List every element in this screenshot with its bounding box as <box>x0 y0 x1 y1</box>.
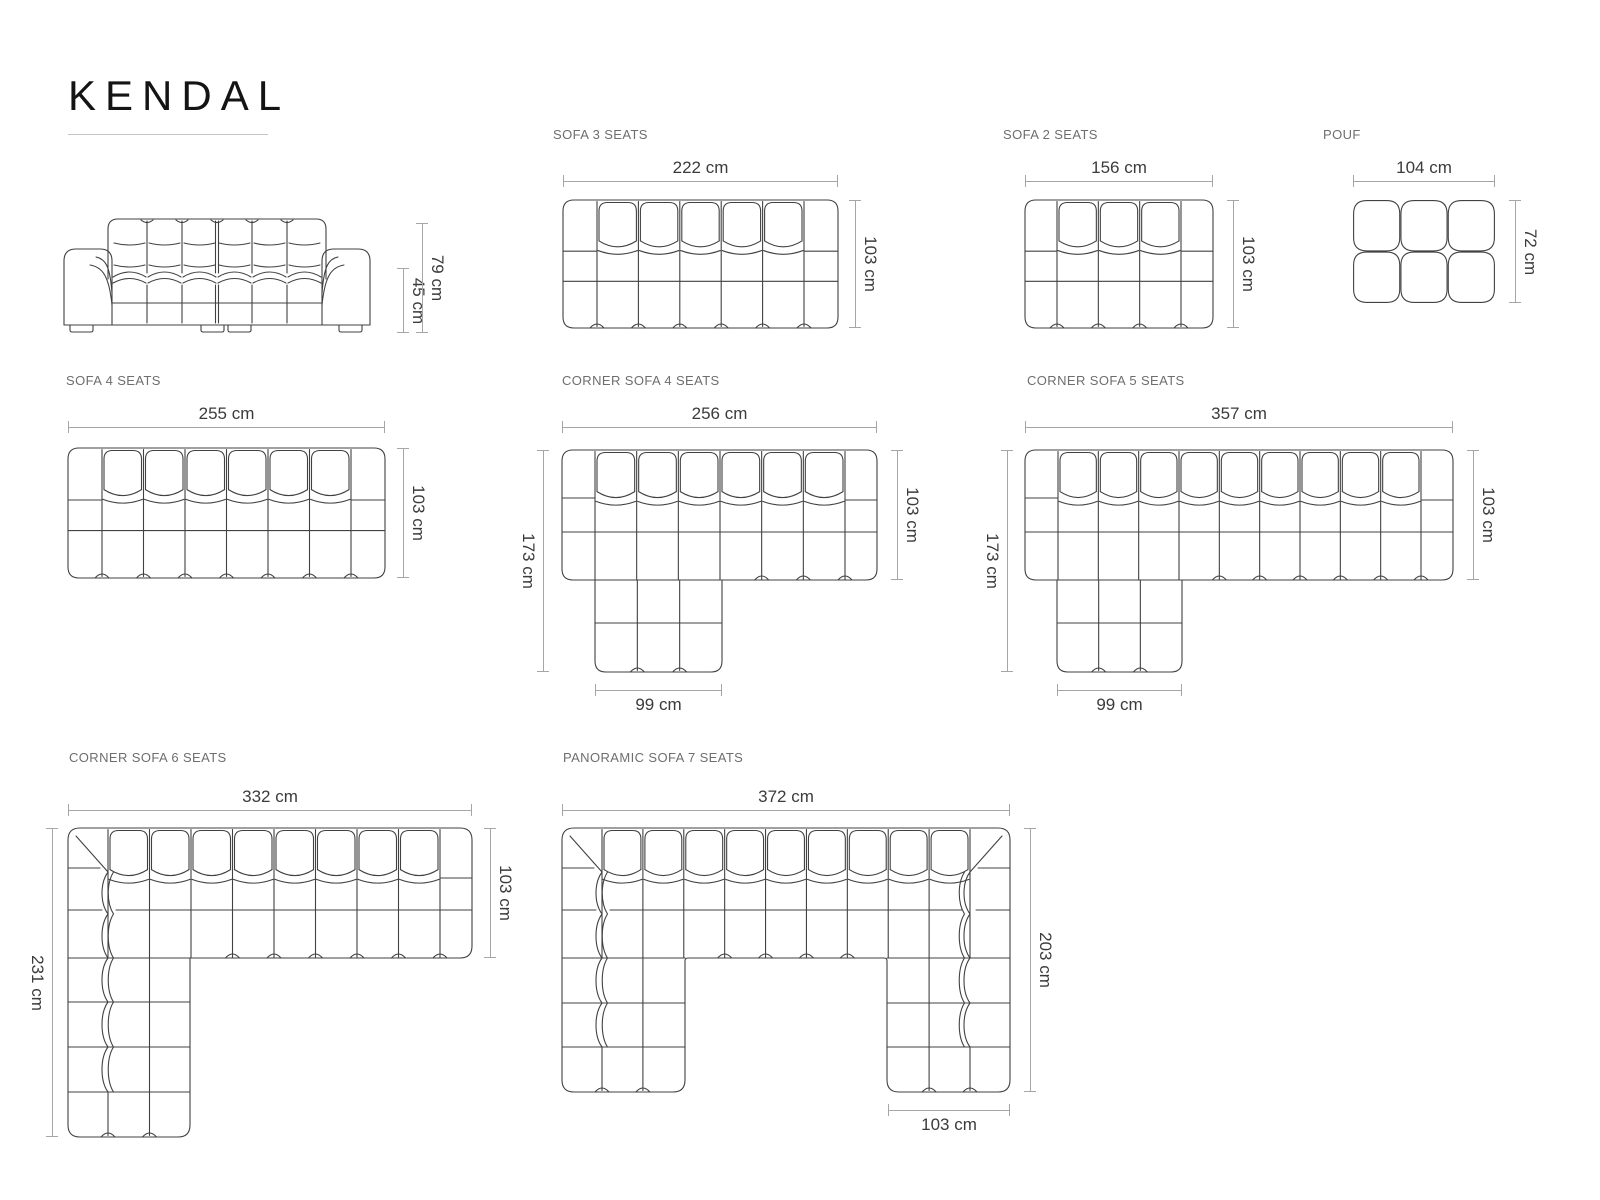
dim-total-height <box>416 223 447 333</box>
dim-label: 173 cm <box>983 533 1002 589</box>
diagram-title: CORNER SOFA 5 SEATS <box>1027 373 1185 388</box>
dim-width-sofa-2-seats <box>1025 158 1213 187</box>
dim-width-corner-sofa-5 <box>1025 404 1453 433</box>
dim-label: 103 cm <box>1239 236 1258 292</box>
dim-label: 99 cm <box>635 695 682 714</box>
diagram-title: POUF <box>1323 127 1361 142</box>
dim-label: 103 cm <box>921 1115 977 1134</box>
dim-depth-sofa-4-seats <box>397 448 428 578</box>
dim-label: 203 cm <box>1036 932 1055 988</box>
dim-label: 222 cm <box>672 158 729 177</box>
diagram-title: CORNER SOFA 4 SEATS <box>562 373 720 388</box>
sofa-2-seats-top-view-drawing <box>1025 200 1213 328</box>
dim-label: 79 cm <box>428 254 447 302</box>
corner-sofa-4-seats-top-view-drawing <box>562 450 877 672</box>
corner-sofa-5-seats-top-view-drawing <box>1025 450 1453 672</box>
dim-label: 103 cm <box>903 487 922 543</box>
dim-width-corner-sofa-6 <box>68 787 472 816</box>
dim-label: 72 cm <box>1521 228 1540 275</box>
dim-depth-sofa-3-seats <box>849 200 880 328</box>
panoramic-sofa-7-seats-top-view-drawing <box>562 828 1010 1092</box>
dim-chaise-width-corner-sofa-5 <box>1057 684 1182 714</box>
dim-width-sofa-4-seats <box>68 404 385 433</box>
dim-total-depth-corner-sofa-4 <box>519 450 549 672</box>
sofa-4-seats-top-view-drawing <box>68 448 385 578</box>
diagram-title: SOFA 2 SEATS <box>1003 127 1098 142</box>
dim-section-width-panoramic-sofa <box>888 1104 1010 1134</box>
dim-total-depth-corner-sofa-5 <box>983 450 1013 672</box>
sofa-3-seats-top-view-drawing <box>563 200 838 328</box>
dim-depth-panoramic-sofa <box>1024 828 1055 1092</box>
diagram-title: SOFA 4 SEATS <box>66 373 161 388</box>
dim-label: 372 cm <box>758 787 814 806</box>
dim-depth-pouf <box>1509 200 1540 303</box>
dim-depth-corner-sofa-6 <box>484 828 515 958</box>
dim-label: 255 cm <box>198 404 255 423</box>
dim-label: 104 cm <box>1396 158 1452 177</box>
dim-label: 45 cm <box>409 277 428 324</box>
dim-label: 231 cm <box>28 954 47 1011</box>
diagram-title: CORNER SOFA 6 SEATS <box>69 750 227 765</box>
dim-depth-sofa-2-seats <box>1227 200 1258 328</box>
dim-depth-corner-sofa-5 <box>1467 450 1498 580</box>
dim-depth-corner-sofa-4 <box>891 450 922 580</box>
page-title: KENDAL <box>68 72 291 119</box>
dim-label: 103 cm <box>496 865 515 921</box>
dim-label: 103 cm <box>861 236 880 292</box>
dim-label: 156 cm <box>1091 158 1147 177</box>
dim-label: 173 cm <box>519 533 538 589</box>
dim-label: 332 cm <box>242 787 298 806</box>
dim-width-corner-sofa-4 <box>562 404 877 433</box>
dim-label: 357 cm <box>1211 404 1267 423</box>
corner-sofa-6-seats-top-view-drawing <box>68 828 472 1137</box>
dim-width-sofa-3-seats <box>563 158 838 187</box>
diagram-title: SOFA 3 SEATS <box>553 127 648 142</box>
dim-seat-height <box>397 268 428 333</box>
pouf-top-view-drawing <box>1353 200 1495 303</box>
dim-label: 256 cm <box>691 404 748 423</box>
sofa-front-view-drawing <box>62 215 372 338</box>
dim-label: 99 cm <box>1096 695 1143 714</box>
dim-total-depth-corner-sofa-6 <box>28 828 58 1137</box>
diagram-title: PANORAMIC SOFA 7 SEATS <box>563 750 744 765</box>
dim-chaise-width-corner-sofa-4 <box>595 684 722 714</box>
dim-label: 103 cm <box>409 485 428 541</box>
title-underline <box>68 134 268 135</box>
dim-width-pouf <box>1353 158 1495 187</box>
dim-width-panoramic-sofa <box>562 787 1010 816</box>
dim-label: 103 cm <box>1479 487 1498 543</box>
